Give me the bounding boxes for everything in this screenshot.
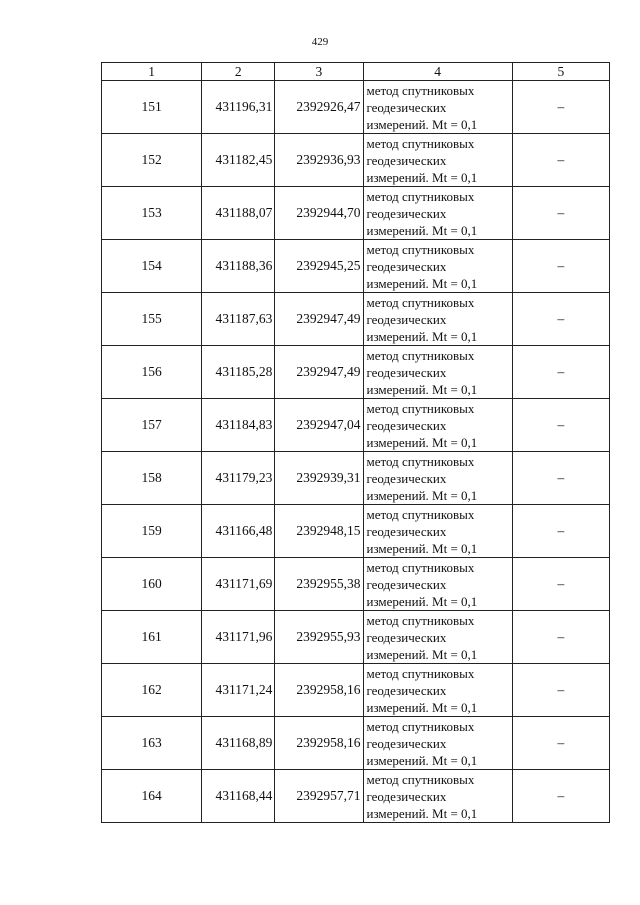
table-row: [102, 505, 610, 558]
note-cell: –: [512, 187, 609, 240]
method-line-2: геодезических: [366, 311, 447, 327]
table-row: [102, 293, 610, 346]
method-line-2: геодезических: [366, 523, 447, 539]
table-body: [102, 81, 610, 823]
method-cell: [363, 611, 512, 664]
y-coordinate-cell: 2392947,49: [275, 293, 363, 346]
x-coordinate-cell: 431182,45: [202, 134, 275, 187]
method-line-2: геодезических: [366, 258, 447, 274]
table-row: [102, 664, 610, 717]
table-row: [102, 558, 610, 611]
y-coordinate-cell: 2392957,71: [275, 770, 363, 823]
x-coordinate-cell: 431188,36: [202, 240, 275, 293]
point-number-cell: 151: [102, 81, 202, 134]
note-cell: –: [512, 452, 609, 505]
method-cell: [363, 505, 512, 558]
method-cell: [363, 81, 512, 134]
table-header-row: [102, 63, 610, 81]
y-coordinate-cell: 2392958,16: [275, 717, 363, 770]
y-coordinate-cell: 2392947,49: [275, 346, 363, 399]
method-line-1: метод спутниковых: [366, 453, 475, 469]
y-coordinate-cell: 2392955,38: [275, 558, 363, 611]
method-line-1: метод спутниковых: [366, 347, 475, 363]
method-line-2: геодезических: [366, 417, 447, 433]
header-col-1: 1: [102, 63, 202, 81]
x-coordinate-cell: 431179,23: [202, 452, 275, 505]
method-cell: [363, 399, 512, 452]
method-line-1: метод спутниковых: [366, 294, 475, 310]
method-line-3: измерений. Mt = 0,1: [366, 752, 478, 768]
note-cell: –: [512, 293, 609, 346]
x-coordinate-cell: 431196,31: [202, 81, 275, 134]
note-cell: –: [512, 611, 609, 664]
table-row: [102, 452, 610, 505]
method-line-1: метод спутниковых: [366, 241, 475, 257]
method-line-3: измерений. Mt = 0,1: [366, 381, 478, 397]
point-number-cell: 161: [102, 611, 202, 664]
method-cell: [363, 240, 512, 293]
header-col-2: 2: [202, 63, 275, 81]
method-cell: [363, 346, 512, 399]
method-cell: [363, 717, 512, 770]
method-line-3: измерений. Mt = 0,1: [366, 593, 478, 609]
point-number-cell: 156: [102, 346, 202, 399]
x-coordinate-cell: 431171,69: [202, 558, 275, 611]
method-cell: [363, 293, 512, 346]
x-coordinate-cell: 431188,07: [202, 187, 275, 240]
x-coordinate-cell: 431168,44: [202, 770, 275, 823]
method-line-1: метод спутниковых: [366, 400, 475, 416]
y-coordinate-cell: 2392926,47: [275, 81, 363, 134]
method-line-1: метод спутниковых: [366, 188, 475, 204]
note-cell: –: [512, 505, 609, 558]
table-row: [102, 717, 610, 770]
table-row: [102, 611, 610, 664]
method-line-1: метод спутниковых: [366, 559, 475, 575]
method-cell: [363, 770, 512, 823]
y-coordinate-cell: 2392939,31: [275, 452, 363, 505]
method-line-2: геодезических: [366, 152, 447, 168]
y-coordinate-cell: 2392947,04: [275, 399, 363, 452]
method-line-2: геодезических: [366, 788, 447, 804]
note-cell: –: [512, 134, 609, 187]
method-line-2: геодезических: [366, 629, 447, 645]
header-col-3: 3: [275, 63, 363, 81]
method-line-2: геодезических: [366, 735, 447, 751]
x-coordinate-cell: 431168,89: [202, 717, 275, 770]
method-line-3: измерений. Mt = 0,1: [366, 805, 478, 821]
y-coordinate-cell: 2392958,16: [275, 664, 363, 717]
method-cell: [363, 452, 512, 505]
method-line-1: метод спутниковых: [366, 612, 475, 628]
method-cell: [363, 134, 512, 187]
note-cell: –: [512, 770, 609, 823]
method-line-1: метод спутниковых: [366, 718, 475, 734]
coordinates-table: [101, 62, 610, 823]
method-line-3: измерений. Mt = 0,1: [366, 222, 478, 238]
method-line-3: измерений. Mt = 0,1: [366, 275, 478, 291]
point-number-cell: 163: [102, 717, 202, 770]
x-coordinate-cell: 431166,48: [202, 505, 275, 558]
table-row: [102, 134, 610, 187]
method-line-3: измерений. Mt = 0,1: [366, 699, 478, 715]
note-cell: –: [512, 399, 609, 452]
method-line-1: метод спутниковых: [366, 771, 475, 787]
method-line-3: измерений. Mt = 0,1: [366, 540, 478, 556]
note-cell: –: [512, 81, 609, 134]
method-line-1: метод спутниковых: [366, 665, 475, 681]
method-line-3: измерений. Mt = 0,1: [366, 169, 478, 185]
point-number-cell: 157: [102, 399, 202, 452]
note-cell: –: [512, 558, 609, 611]
point-number-cell: 153: [102, 187, 202, 240]
point-number-cell: 160: [102, 558, 202, 611]
table-row: [102, 81, 610, 134]
method-line-2: геодезических: [366, 205, 447, 221]
table-row: [102, 240, 610, 293]
page-number: 429: [311, 36, 329, 48]
point-number-cell: 155: [102, 293, 202, 346]
header-col-4: 4: [363, 63, 512, 81]
point-number-cell: 152: [102, 134, 202, 187]
point-number-cell: 154: [102, 240, 202, 293]
table-row: [102, 399, 610, 452]
y-coordinate-cell: 2392945,25: [275, 240, 363, 293]
method-line-3: измерений. Mt = 0,1: [366, 434, 478, 450]
x-coordinate-cell: 431171,96: [202, 611, 275, 664]
y-coordinate-cell: 2392936,93: [275, 134, 363, 187]
method-line-2: геодезических: [366, 99, 447, 115]
table-row: [102, 346, 610, 399]
method-line-2: геодезических: [366, 364, 447, 380]
y-coordinate-cell: 2392944,70: [275, 187, 363, 240]
note-cell: –: [512, 717, 609, 770]
method-line-2: геодезических: [366, 470, 447, 486]
note-cell: –: [512, 664, 609, 717]
y-coordinate-cell: 2392955,93: [275, 611, 363, 664]
method-cell: [363, 664, 512, 717]
method-line-1: метод спутниковых: [366, 506, 475, 522]
table-row: [102, 187, 610, 240]
method-line-3: измерений. Mt = 0,1: [366, 487, 478, 503]
method-line-3: измерений. Mt = 0,1: [366, 116, 478, 132]
method-line-1: метод спутниковых: [366, 82, 475, 98]
point-number-cell: 164: [102, 770, 202, 823]
method-line-3: измерений. Mt = 0,1: [366, 328, 478, 344]
method-line-1: метод спутниковых: [366, 135, 475, 151]
point-number-cell: 162: [102, 664, 202, 717]
header-col-5: 5: [512, 63, 609, 81]
table-row: [102, 770, 610, 823]
x-coordinate-cell: 431187,63: [202, 293, 275, 346]
note-cell: –: [512, 346, 609, 399]
method-line-3: измерений. Mt = 0,1: [366, 646, 478, 662]
note-cell: –: [512, 240, 609, 293]
point-number-cell: 158: [102, 452, 202, 505]
method-cell: [363, 558, 512, 611]
x-coordinate-cell: 431171,24: [202, 664, 275, 717]
point-number-cell: 159: [102, 505, 202, 558]
x-coordinate-cell: 431184,83: [202, 399, 275, 452]
method-line-2: геодезических: [366, 576, 447, 592]
x-coordinate-cell: 431185,28: [202, 346, 275, 399]
method-cell: [363, 187, 512, 240]
y-coordinate-cell: 2392948,15: [275, 505, 363, 558]
method-line-2: геодезических: [366, 682, 447, 698]
